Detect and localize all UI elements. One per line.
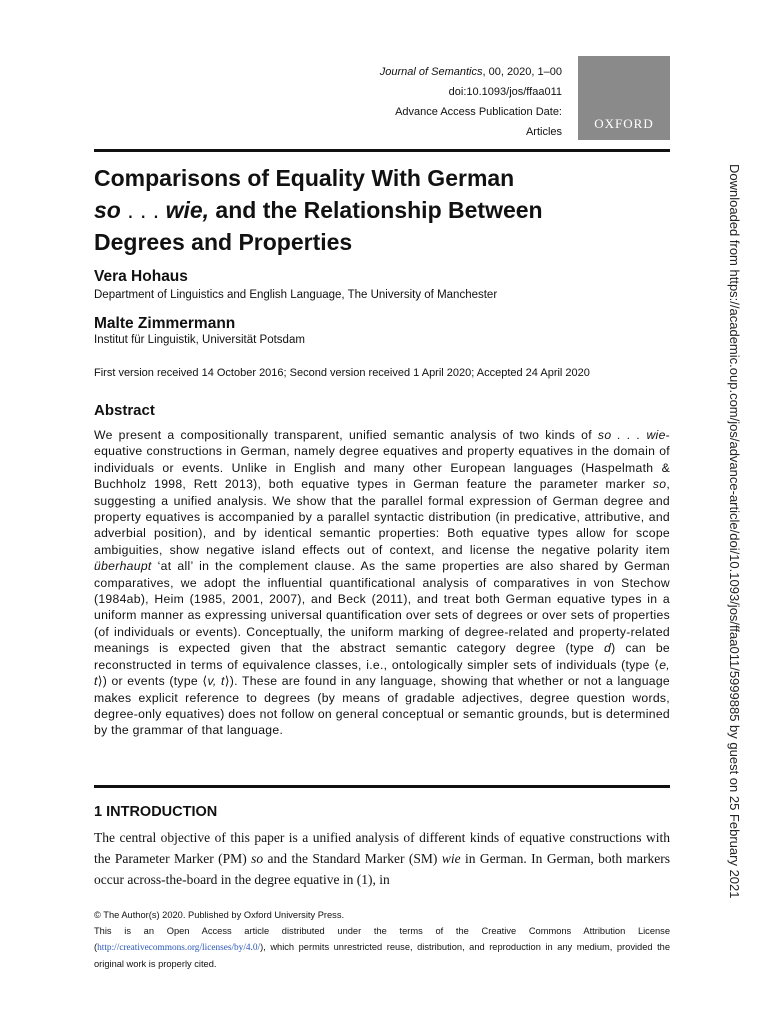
section-heading: 1 INTRODUCTION	[94, 804, 218, 820]
abstract-text-segment: ) can be reconstructed in terms of equivalence classes, i.e., ontologically simpler sets of individuals (type ⟨	[94, 641, 670, 672]
journal-details: , 00, 2020, 1–00	[482, 66, 562, 78]
header-rule	[94, 149, 670, 152]
title-line-3: Degrees and Properties	[94, 229, 353, 255]
abstract-body	[94, 427, 670, 739]
publisher-logo	[578, 56, 670, 140]
submission-dates: First version received 14 October 2016; Second version received 1 April 2020; Accepted 24 April 2020	[94, 367, 590, 379]
abstract-italic-term: v, t	[207, 674, 225, 689]
download-watermark: Downloaded from https://academic.oup.com/jos/advance-article/doi/10.1093/jos/ffaa011/5999885 by guest on 25 February 2021	[727, 164, 742, 899]
journal-citation	[380, 62, 562, 82]
author-affiliation: Department of Linguistics and English Language, The University of Manchester	[94, 289, 498, 301]
intro-italic-term: wie	[441, 851, 461, 866]
title-so: so	[94, 197, 121, 223]
license-link[interactable]: http://creativecommons.org/licenses/by/4.0/	[97, 943, 261, 953]
abstract-text-segment: ‘at all’ in the complement clause. As the same properties are also shared by German comparatives, we adopt the influential quantificational analysis of comparatives in von Stechow (1984ab), Heim (1985, 2001, 2007), and Beck (2011), and treat both German equative types in a uniform manner as expressing universal quantification over sets of degrees or over sets of properties (of individuals or events). Conceptually, the uniform marking of degree-related and property-related meanings is expected given that the abstract semantic category degree (type	[94, 559, 670, 656]
intro-text-segment: in German. In German, both markers occur across-the-board in the degree equative in (1), in	[94, 851, 670, 887]
license-text-segment: This is an Open Access article distributed under the terms of the Creative Commons Attribution License (	[94, 926, 670, 952]
paper-title	[94, 162, 674, 258]
title-line-1: Comparisons of Equality With German	[94, 165, 515, 191]
abstract-text-segment: -equative constructions in German, namely degree equatives and property equatives in the domain of individuals or events. Unlike in English and many other European languages (Haspelmath & Buchholz 1998, Rett 2013), both equative types in German feature the parameter marker	[94, 428, 671, 492]
abstract-italic-term: so	[652, 477, 667, 492]
abstract-text-segment: ⟩). These are found in any language, showing that whether or not a language makes explicit reference to degrees (by means of gradable adjectives, degree question words, degree-only equatives) does not follow on general conceptual or semantic grounds, but is determined by the grammar of that language.	[94, 674, 671, 738]
abstract-italic-term: so . . . wie	[597, 428, 666, 442]
publisher-logo-text: OXFORD	[594, 116, 654, 131]
abstract-italic-term: d	[604, 641, 612, 656]
abstract-text-segment: We present a compositionally transparent, unified semantic analysis of two kinds of	[94, 428, 598, 442]
doi: doi:10.1093/jos/ffaa011	[448, 86, 562, 98]
copyright: © The Author(s) 2020. Published by Oxford University Press.	[94, 910, 345, 920]
author-affiliation: Institut für Linguistik, Universität Potsdam	[94, 334, 305, 346]
journal-meta	[380, 62, 562, 142]
abstract-text-segment: ⟩) or events (type ⟨	[97, 674, 208, 689]
author-name: Vera Hohaus	[94, 268, 188, 285]
title-wie: wie,	[165, 197, 210, 223]
license-text	[94, 923, 670, 972]
title-line-2-rest: and the Relationship Between	[209, 197, 543, 223]
intro-italic-term: so	[251, 851, 264, 866]
abstract-italic-term: e, t	[94, 657, 670, 689]
abstract-heading: Abstract	[94, 402, 155, 419]
advance-access: Advance Access Publication Date:	[395, 106, 562, 118]
footer	[94, 907, 670, 972]
title-ellipsis: . . .	[120, 197, 166, 223]
abstract-italic-term: überhaupt	[94, 559, 152, 574]
abstract-text-segment: , suggesting a unified analysis. We show that the parallel formal expression of German degree and property equatives is accompanied by a parallel syntactic distribution (in predicative, attributive, and adverbial position), and by identical semantic properties: Both equative types allow for scope ambiguities, show negative island effects out of context, and license the negative polarity item	[94, 477, 670, 557]
journal-name: Journal of Semantics	[379, 66, 483, 78]
section-label: Articles	[525, 126, 562, 138]
author-name: Malte Zimmermann	[94, 315, 236, 332]
intro-text-segment: and the Standard Marker (SM)	[263, 851, 442, 866]
abstract-rule	[94, 785, 670, 788]
intro-text-segment: The central objective of this paper is a unified analysis of different kinds of equative constructions with the Parameter Marker (PM)	[94, 830, 670, 866]
intro-body	[94, 827, 670, 890]
license-text-segment: ), which permits unrestricted reuse, distribution, and reproduction in any medium, provided the original work is properly cited.	[94, 942, 670, 969]
